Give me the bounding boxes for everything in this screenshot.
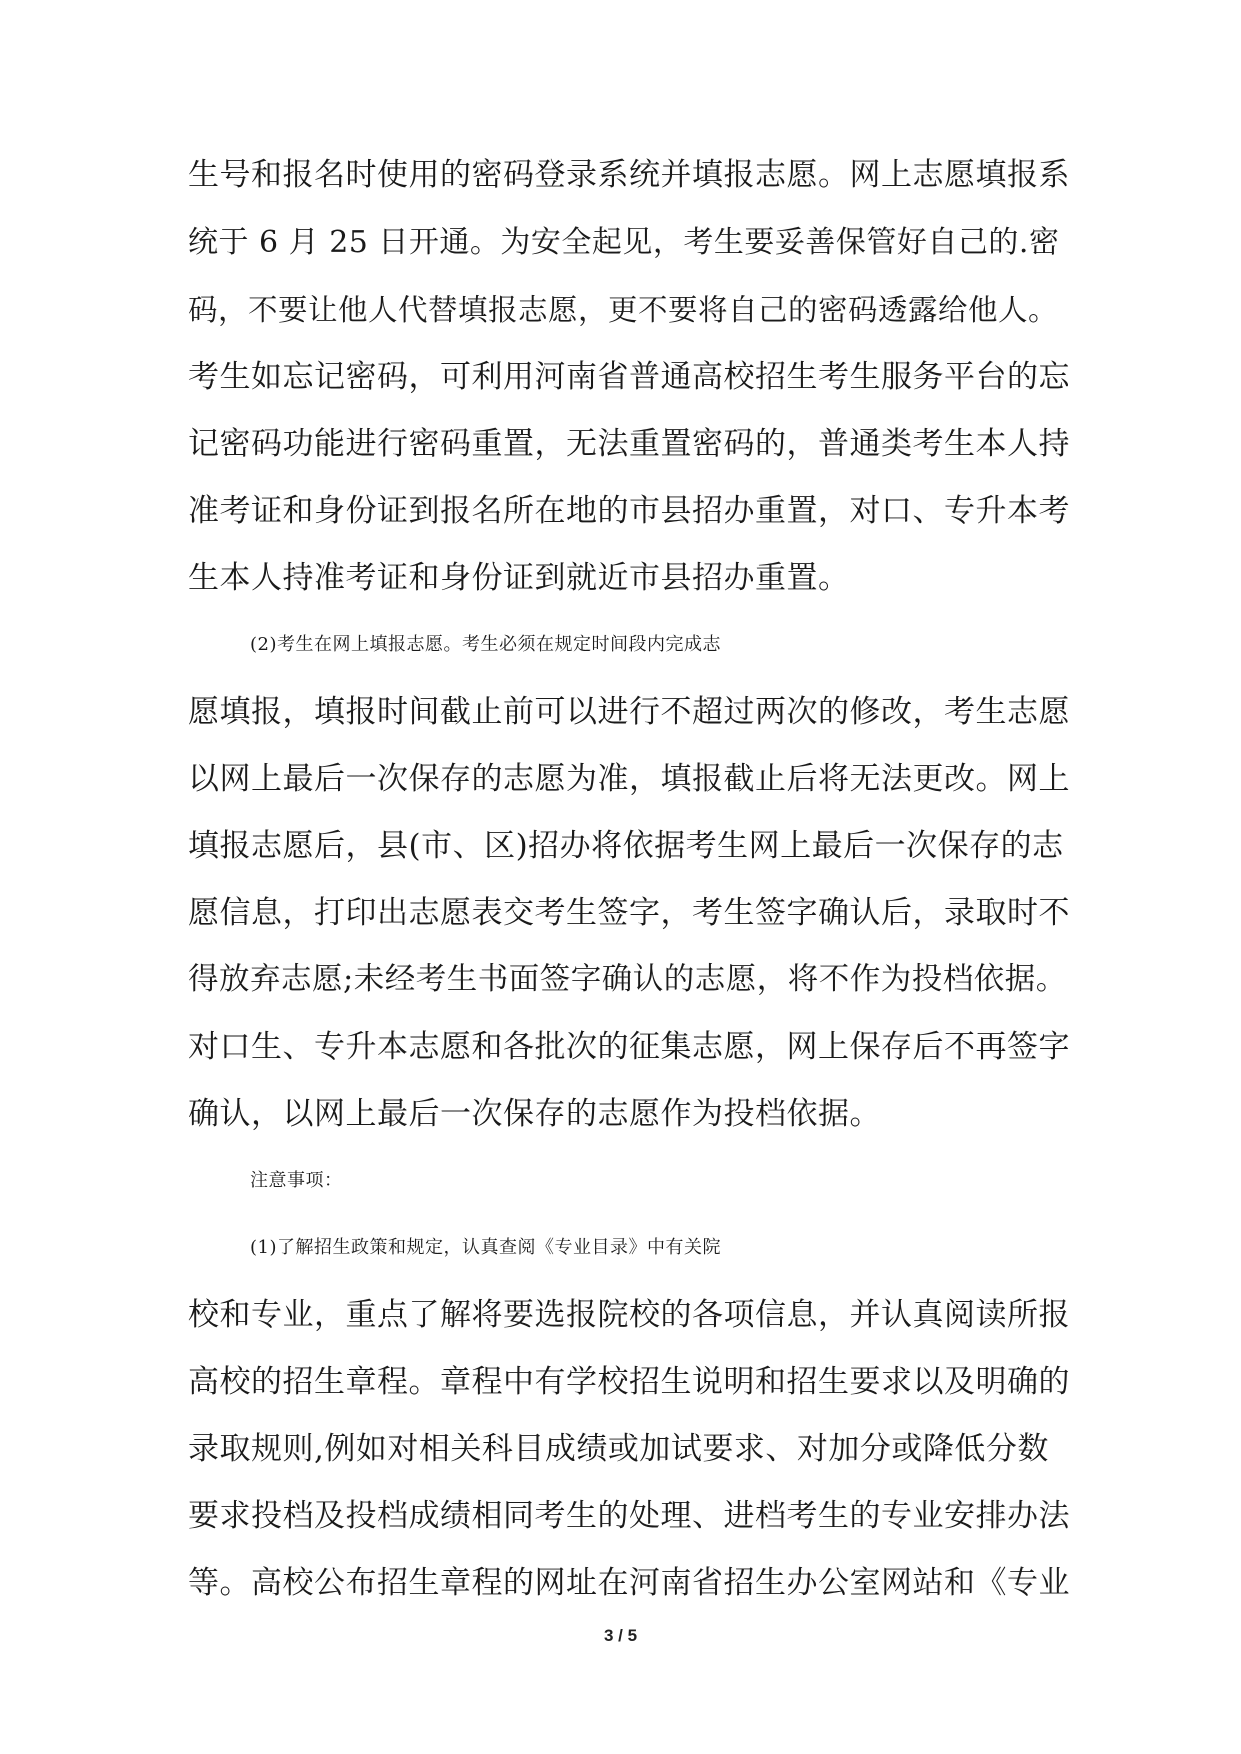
text-line: 要求投档及投档成绩相同考生的处理、进档考生的专业安排办法 <box>188 1498 1070 1534</box>
text-line: 确认，以网上最后一次保存的志愿作为投档依据。 <box>188 1096 881 1132</box>
text-line: 愿信息，打印出志愿表交考生签字，考生签字确认后，录取时不 <box>188 895 1070 931</box>
page-number: 3 / 5 <box>603 1626 638 1645</box>
text-line: 对口生、专升本志愿和各批次的征集志愿，网上保存后不再签字 <box>188 1029 1070 1065</box>
text-line: (2)考生在网上填报志愿。考生必须在规定时间段内完成志 <box>250 634 721 655</box>
section-heading: 注意事项： <box>250 1170 343 1191</box>
text-line: 等。高校公布招生章程的网址在河南省招生办公室网站和《专业 <box>188 1565 1070 1601</box>
text-line: 填报志愿后，县(市、区)招办将依据考生网上最后一次保存的志 <box>188 828 1064 864</box>
text-line: 高校的招生章程。章程中有学校招生说明和招生要求以及明确的 <box>188 1364 1070 1400</box>
text-line: 以网上最后一次保存的志愿为准，填报截止后将无法更改。网上 <box>188 761 1070 797</box>
text-line: 录取规则,例如对相关科目成绩或加试要求、对加分或降低分数 <box>188 1431 1049 1467</box>
text-line: 准考证和身份证到报名所在地的市县招办重置，对口、专升本考 <box>188 493 1070 529</box>
text-line: 生号和报名时使用的密码登录系统并填报志愿。网上志愿填报系 <box>188 157 1070 193</box>
text-line: 记密码功能进行密码重置，无法重置密码的，普通类考生本人持 <box>188 426 1070 462</box>
text-line: 考生如忘记密码，可利用河南省普通高校招生考生服务平台的忘 <box>188 359 1070 395</box>
text-line: 愿填报，填报时间截止前可以进行不超过两次的修改，考生志愿 <box>188 694 1070 730</box>
text-line: 码，不要让他人代替填报志愿，更不要将自己的密码透露给他人。 <box>188 293 1059 327</box>
text-line: 统于 6 月 25 日开通。为安全起见，考生要妥善保管好自己的.密 <box>188 225 1060 260</box>
text-line: 得放弃志愿;未经考生书面签字确认的志愿，将不作为投档依据。 <box>188 962 1067 997</box>
text-line: 生本人持准考证和身份证到就近市县招办重置。 <box>188 560 850 596</box>
text-line: (1)了解招生政策和规定，认真查阅《专业目录》中有关院 <box>250 1237 721 1258</box>
text-line: 校和专业，重点了解将要选报院校的各项信息，并认真阅读所报 <box>188 1297 1070 1333</box>
